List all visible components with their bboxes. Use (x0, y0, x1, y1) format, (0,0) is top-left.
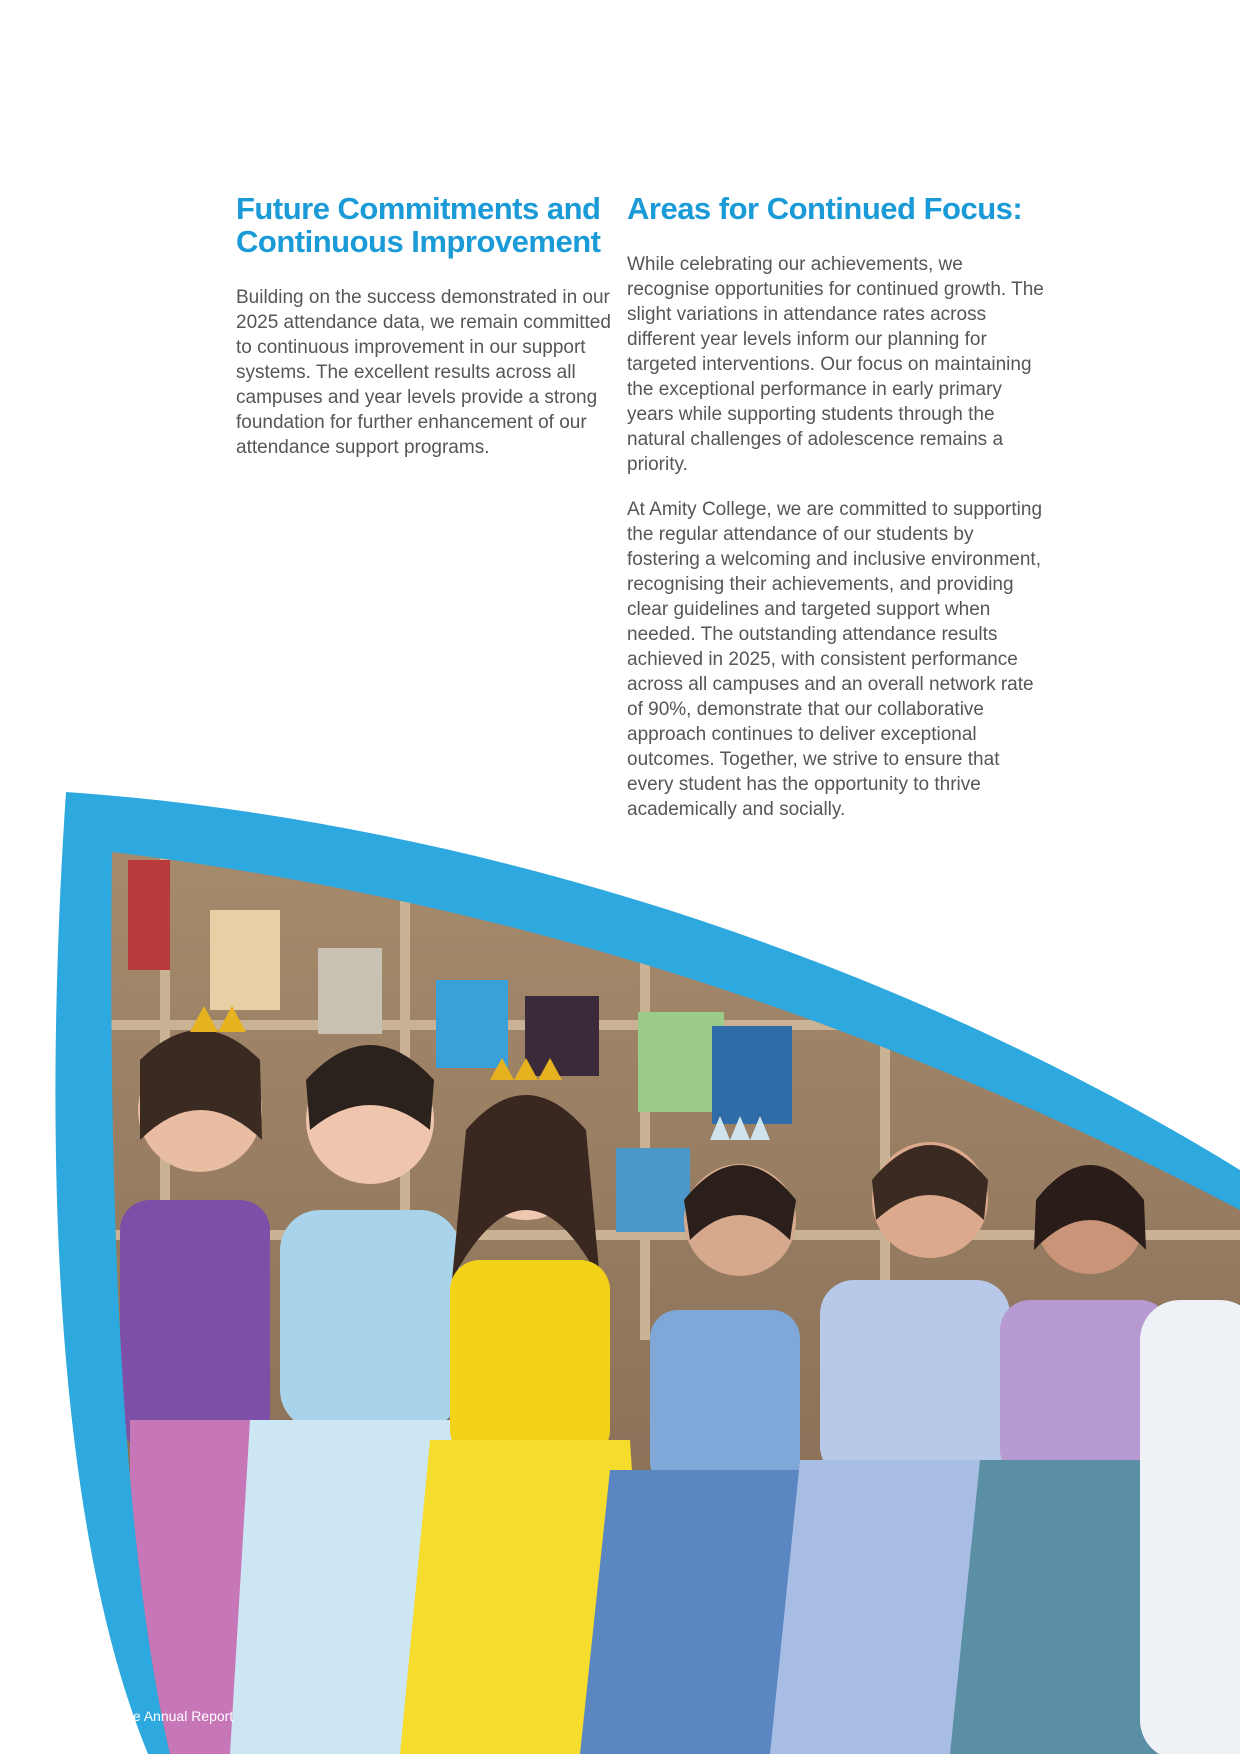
page-number: 22 (28, 1708, 44, 1724)
section-heading-future-commitments: Future Commitments and Continuous Improvement (236, 191, 601, 259)
page-footer (28, 1708, 233, 1724)
right-column (627, 192, 1047, 822)
continued-focus-paragraph-2: At Amity College, we are committed to supporting the regular attendance of our students by fostering a welcoming and inclusive environment, recognising their achievements, and providing clear guidelines and targeted support when needed. The outstanding attendance results achieved in 2025, with consistent performance across all campuses and an overall network rate of 90%, demonstrate that our collaborative approach continues to deliver exceptional outcomes. Together, we strive to ensure that every student has the opportunity to thrive academically and socially. (627, 499, 1043, 820)
section-heading-continued-focus: Areas for Continued Focus: (627, 191, 1023, 226)
students-photo-frame (0, 780, 1240, 1754)
students-photo (0, 780, 1240, 1754)
footer-publication-title: Amity College Annual Report (54, 1708, 234, 1724)
left-column (236, 192, 616, 460)
continued-focus-paragraph-1: While celebrating our achievements, we recognise opportunities for continued growth. The slight variations in attendance rates across different year levels inform our planning for targeted interventions. Our focus on maintaining the exceptional performance in early primary years while supporting students through the natural challenges of adolescence remains a priority. (627, 254, 1044, 475)
footer-separator: | (43, 1708, 55, 1724)
future-commitments-paragraph: Building on the success demonstrated in our 2025 attendance data, we remain committed to continuous improvement in our support systems. The excellent results across all campuses and year levels provide a strong foundation for further enhancement of our attendance support programs. (236, 287, 611, 458)
